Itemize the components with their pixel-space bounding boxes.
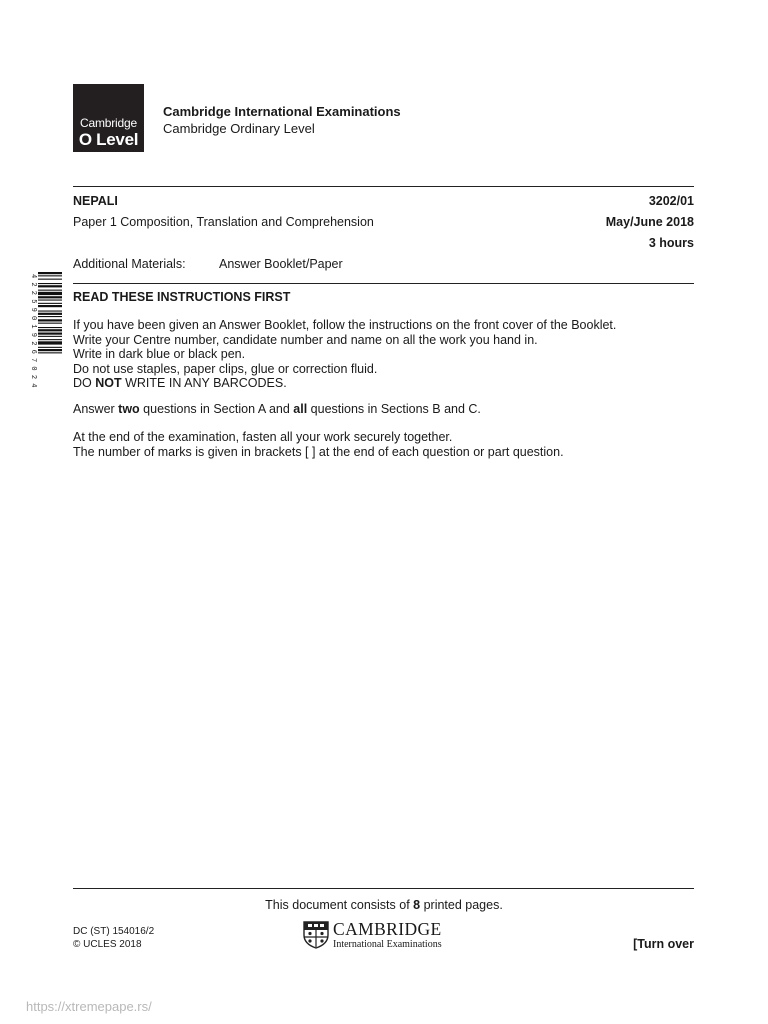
header-title: Cambridge International Examinations [163, 104, 401, 119]
barcode-bar [38, 352, 62, 353]
barcode-bar [38, 311, 62, 312]
barcode-bar [38, 303, 62, 304]
turn-over: [Turn over [633, 937, 694, 951]
barcode [28, 272, 64, 410]
logo-line-2: O Level [78, 130, 139, 149]
cambridge-o-level-logo [73, 84, 144, 152]
header-divider [73, 186, 694, 187]
barcode-bar [38, 349, 62, 351]
barcode-bar [38, 296, 62, 298]
cambridge-wordmark-sub: International Examinations [333, 938, 442, 950]
instructions-block-1 [73, 318, 693, 391]
barcode-bar [38, 275, 62, 276]
subject-name: NEPALI [73, 194, 118, 208]
instructions-heading: READ THESE INSTRUCTIONS FIRST [73, 290, 291, 304]
barcode-bar [38, 292, 62, 295]
source-url: https://xtremepape.rs/ [26, 999, 152, 1014]
instruction-line: If you have been given an Answer Booklet, follow the instructions on the front cover of the Booklet. [73, 318, 617, 332]
instruction-line-barcodes: DO NOT WRITE IN ANY BARCODES. [73, 376, 287, 390]
barcode-bar [38, 341, 62, 344]
barcode-bar [38, 285, 62, 287]
instructions-block-3 [73, 430, 693, 459]
barcode-bar [38, 279, 62, 280]
instruction-line: Write your Centre number, candidate number and name on all the work you hand in. [73, 332, 538, 347]
exam-duration: 3 hours [648, 236, 694, 250]
cambridge-crest-icon [303, 921, 329, 949]
barcode-bar [38, 313, 62, 315]
instruction-answer-line: Answer two questions in Section A and all questions in Sections B and C. [73, 402, 481, 416]
barcode-bar [38, 336, 62, 337]
cambridge-logo [303, 921, 442, 950]
instructions-block-2 [73, 402, 693, 417]
paper-code: 3202/01 [648, 194, 694, 208]
barcode-bar [38, 329, 62, 331]
barcode-bar [38, 323, 62, 324]
barcode-bar [38, 339, 62, 340]
info-divider [73, 283, 694, 284]
instruction-line: The number of marks is given in brackets [ ] at the end of each question or part question. [73, 444, 564, 459]
copyright: © UCLES 2018 [73, 939, 142, 950]
header-subtitle: Cambridge Ordinary Level [163, 121, 315, 136]
page-count: This document consists of 8 printed pages. [265, 898, 503, 912]
barcode-bar [38, 347, 62, 348]
barcode-bar [38, 305, 62, 307]
barcode-digits: 4 2 2 5 9 0 1 9 2 6 7 0 2 4 [29, 274, 37, 388]
barcode-bar [38, 333, 62, 335]
instruction-line: At the end of the examination, fasten all your work securely together. [73, 430, 453, 444]
materials-value: Answer Booklet/Paper [219, 257, 343, 271]
barcode-bar [38, 300, 62, 301]
cambridge-wordmark: CAMBRIDGE [333, 919, 442, 939]
instruction-line: Write in dark blue or black pen. [73, 347, 246, 361]
barcode-bar [38, 327, 62, 328]
barcode-bar [38, 272, 62, 274]
paper-title: Paper 1 Composition, Translation and Comprehension [73, 215, 374, 229]
document-code: DC (ST) 154016/2 [73, 926, 155, 937]
barcode-bar [38, 316, 62, 317]
materials-label: Additional Materials: [73, 257, 186, 271]
barcode-bar [38, 290, 62, 291]
instruction-line: Do not use staples, paper clips, glue or correction fluid. [73, 361, 378, 376]
logo-line-1: Cambridge [80, 116, 137, 130]
exam-session: May/June 2018 [605, 215, 694, 229]
barcode-bar [38, 283, 62, 284]
barcode-bar [38, 319, 62, 321]
footer-divider [73, 888, 694, 889]
